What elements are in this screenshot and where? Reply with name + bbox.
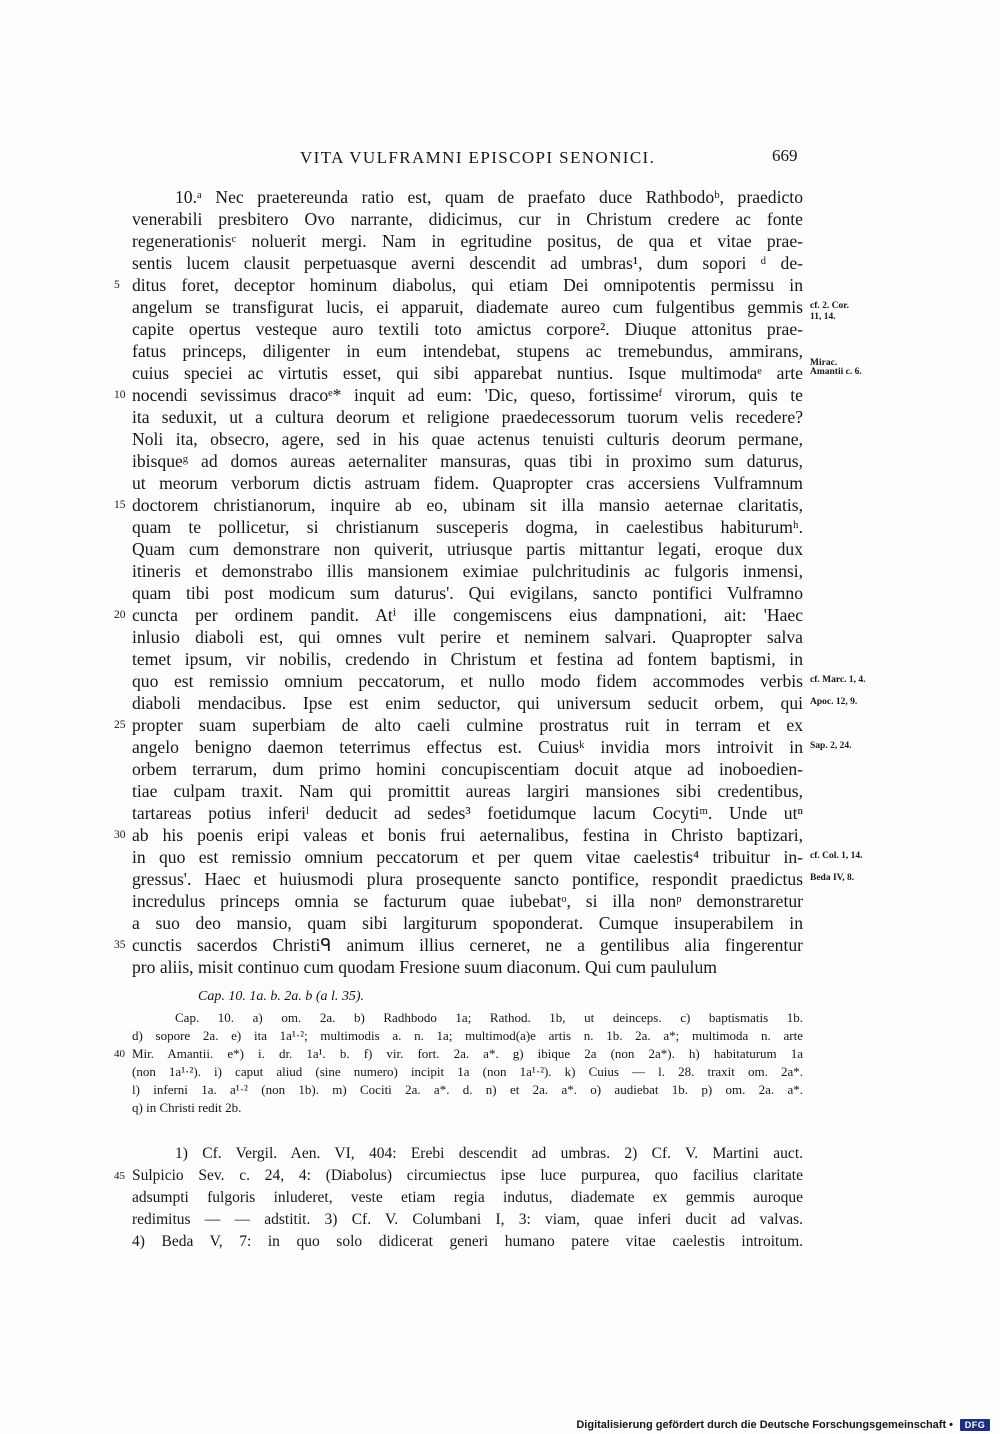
margin-reference: Beda IV, 8. (810, 873, 855, 883)
footnote-line: 4) Beda V, 7: in quo solo didicerat generi humano patere vitae caelestis introitum. (132, 1233, 803, 1250)
text-line: angelum se transfigurat lucis, ei apparuit, diademate aureo cum fulgentibus gemmis (132, 297, 803, 317)
apparatus-line: l) inferni 1a. a¹·² (non 1b). m) Cociti 2a. a*. d. n) et 2a. a*. o) audiebat 1b. p) om. 2a. a*. (132, 1082, 803, 1097)
margin-reference: Apoc. 12, 9. (810, 697, 858, 707)
footnote-line: adsumpti fulgoris inluderet, veste etiam regia indutus, diademate ex gemmis auroque (132, 1189, 803, 1206)
text-line: tartareas potius inferiˡ deducit ad sedes³ foetidumque lacum Cocytiᵐ. Unde utⁿ (132, 803, 803, 823)
text-line: temet ipsum, vir nobilis, credendo in Christum et festina ad fontem baptismi, in (132, 649, 803, 669)
text-line: capite opertus vesteque auro textili toto amictus corpore². Diuque attonitus prae- (132, 319, 803, 339)
line-number: 40 (114, 1048, 125, 1060)
text-line: ditus foret, deceptor hominum diabolus, qui etiam Dei omnipotentis permissu in (132, 275, 803, 295)
apparatus-line: (non 1a¹·²). i) caput aliud (sine numero) incipit 1a (non 1a¹·²). k) Cuius — l. 28. traxit om. 2a*. (132, 1064, 803, 1079)
text-line: cunctis sacerdos Christiᑫ animum illius cerneret, ne a gentilibus alia fingerentur (132, 935, 803, 955)
text-line: angelo benigno daemon teterrimus effectus est. Cuiusᵏ invidia mors introivit in (132, 737, 803, 757)
apparatus-line: q) in Christi redit 2b. (132, 1100, 242, 1115)
text-line: Noli ita, obsecro, agere, sed in his quae actenus tenuisti culturis deorum permane, (132, 429, 803, 449)
text-line: nocendi sevissimus dracoᵉ* inquit ad eum: 'Dic, queso, fortissimeᶠ virorum, quis te (132, 385, 803, 405)
apparatus-line: d) sopore 2a. e) ita 1a¹·²; multimodis a. n. 1a; multimod(a)e artis n. 1b. 2a. a*; multimoda n. arte (132, 1028, 803, 1043)
apparatus-line: Cap. 10. a) om. 2a. b) Radhbodo 1a; Rathod. 1b, ut deinceps. c) baptismatis 1b. (175, 1010, 803, 1025)
apparatus-heading: Cap. 10. 1a. b. 2a. b (a l. 35). (198, 989, 365, 1004)
footnote-line: Sulpicio Sev. c. 24, 4: (Diabolus) circumiectus ipse luce purpurea, quo facilius claritate (132, 1167, 803, 1184)
margin-reference: 11, 14. (810, 312, 836, 322)
credit-text: Digitalisierung gefördert durch die Deutsche Forschungsgemeinschaft (576, 1419, 947, 1431)
text-line: ibisqueᵍ ad domos aureas aeternaliter mansuras, quas tibi in proximo sum daturus, (132, 451, 803, 471)
margin-reference: Sap. 2, 24. (810, 741, 852, 751)
text-line: pro aliis, misit continuo cum quodam Fresione suum diaconum. Qui cum paululum (132, 957, 717, 977)
text-line: tiae culpam traxit. Nam qui promittit aureas largiri mansiones sibi credentibus, (132, 781, 803, 801)
page-number: 669 (772, 146, 798, 165)
line-number: 15 (114, 499, 126, 511)
text-line: a suo deo mansio, quam sibi largiturum spoponderat. Cumque insuperabilem in (132, 913, 803, 933)
text-line: Quam cum demonstrare non quiverit, utriusque partis mittantur legati, eroque dux (132, 539, 803, 559)
margin-reference: Mirac. (810, 358, 838, 369)
text-line: cuncta per ordinem pandit. Atⁱ ille congemiscens eius dampnationi, ait: 'Haec (132, 605, 803, 625)
dfg-logo: DFG (960, 1419, 990, 1431)
margin-reference: cf. 2. Cor. (810, 301, 849, 311)
line-number: 5 (114, 279, 120, 291)
line-number: 20 (114, 609, 126, 621)
footnote-line: redimitus — — adstitit. 3) Cf. V. Columbani I, 3: viam, quae inferi ducit ad valvas. (132, 1211, 803, 1228)
text-line: gressus'. Haec et huiusmodi plura prosequente sancto pontifice, respondit praedictus (132, 869, 803, 889)
text-line: inlusio diaboli est, qui omnes vult perire et neminem salvari. Quapropter salva (132, 627, 803, 647)
apparatus-line: Mir. Amantii. e*) i. dr. 1a¹. b. f) vir. fort. 2a. a*. g) ibique 2a (non 2a*). h) habitaturum 1a (132, 1046, 803, 1061)
text-line: venerabili presbitero Ovo narrante, didicimus, cur in Christum credere ac fonte (132, 209, 803, 229)
line-number: 45 (114, 1170, 125, 1182)
text-line: 10.ᵃ Nec praetereunda ratio est, quam de praefato duce Rathbodoᵇ, praedicto (175, 187, 803, 207)
text-line: ita seduxit, ut a cultura deorum et religione praedecessorum tuorum velis recedere? (132, 407, 803, 427)
text-line: propter suam superbiam de alto caeli culmine prostratus ruit in terram et ex (132, 715, 803, 735)
text-line: ab his poenis eripi valeas et bonis frui aeternalibus, festina in Christo baptizari, (132, 825, 803, 845)
margin-reference: Amantii c. 6. (810, 367, 862, 377)
text-line: regenerationisᶜ noluerit mergi. Nam in egritudine positus, de qua et vitae prae- (132, 231, 803, 251)
line-number: 25 (114, 719, 126, 731)
text-line: quo est remissio omnium peccatorum, et nullo modo fidem accommodes verbis (132, 671, 803, 691)
credit-separator: • (949, 1419, 953, 1431)
text-line: incredulus princeps omnia se facturum quae iubebatᵒ, si illa nonᵖ demonstraretur (132, 891, 803, 911)
line-number: 30 (114, 829, 126, 841)
line-number: 10 (114, 389, 126, 401)
text-line: quam tibi post modicum sum daturus'. Qui evigilans, sancto pontifici Vulframno (132, 583, 803, 603)
margin-reference: cf. Marc. 1, 4. (810, 675, 866, 685)
text-line: diaboli mendacibus. Ipse est enim seductor, qui universum seducit orbem, qui (132, 693, 803, 713)
text-line: in quo est remissio omnium peccatorum et per quem vitae caelestis⁴ tribuitur in- (132, 847, 803, 867)
line-number: 35 (114, 939, 126, 951)
text-line: orbem terrarum, dum primo homini concupiscentiam docuit atque ad inoboedien- (132, 759, 803, 779)
footnote-line: 1) Cf. Vergil. Aen. VI, 404: Erebi descendit ad umbras. 2) Cf. V. Martini auct. (175, 1145, 803, 1162)
text-line: sentis lucem clausit perpetuasque averni descendit ad umbras¹, dum sopori ᵈ de- (132, 253, 803, 273)
margin-reference: cf. Col. 1, 14. (810, 851, 863, 861)
text-line: cuius speciei ac virtutis esset, qui sibi apparebat nuntius. Isque multimodaᵉ arte (132, 363, 803, 383)
digitization-credit (576, 1418, 956, 1432)
text-line: quam te pollicetur, si christianum susceperis dogma, in caelestibus habiturumʰ. (132, 517, 803, 537)
text-line: ut meorum verborum dictis astruam fidem. Quapropter cras accersiens Vulframnum (132, 473, 803, 493)
text-line: fatus princeps, diligenter in eum intendebat, stupens ac tremebundus, ammirans, (132, 341, 803, 361)
running-title: VITA VULFRAMNI EPISCOPI SENONICI. (300, 148, 656, 167)
text-line: itineris et demonstrabo illis mansionem eximiae pulchritudinis ac fulgoris inmensi, (132, 561, 803, 581)
text-line: doctorem christianorum, inquire ab eo, ubinam sit illa mansio aeternae claritatis, (132, 495, 803, 515)
